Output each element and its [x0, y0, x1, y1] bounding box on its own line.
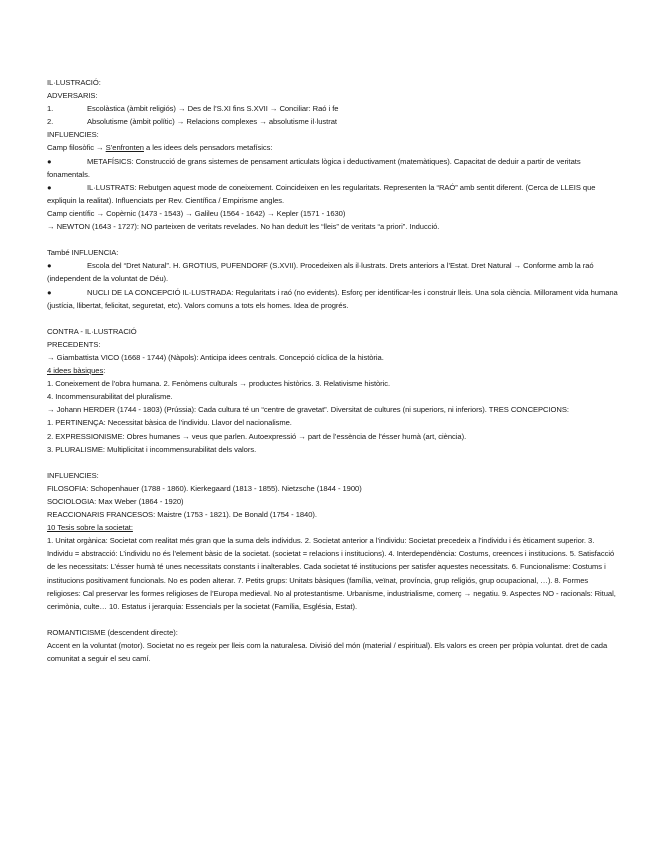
camp-cientific: Camp científic → Copèrnic (1473 - 1543) → Galileu (1564 - 1642) → Kepler (1571 - 1630): [47, 208, 346, 218]
item-number: 1.: [47, 104, 54, 114]
section-title-illustracio: IL·LUSTRACIÓ:: [47, 78, 101, 87]
spacer: [47, 456, 619, 469]
bullet-metafisics: [47, 155, 619, 181]
heading-influencies-2: INFLUENCIES:: [47, 470, 99, 480]
metafisics-text: METAFÍSICS: Construcció de grans sistemes de pensament articulats lògica i deductivament (matemàtiques). Capacitat de deduir a partir de veritats fonamentals.: [47, 156, 581, 179]
section-title-contra-illustracio: CONTRA - IL·LUSTRACIÓ: [47, 326, 137, 336]
nucli-text: NUCLI DE LA CONCEPCIÓ IL·LUSTRADA: Regularitats i raó (no evidents). Esforç per identificar-les i construir lleis. Una sola ciència. Millorament vida humana (justícia, llibertat, felicitat, seguretat, etc). Valors comuns a tots els homes. Idea de progrés.: [47, 287, 618, 310]
spacer: [47, 613, 619, 626]
newton-line: → NEWTON (1643 - 1727): NO parteixen de veritats revelades. No han deduït les “lleis” de veritats “a priori”. Inducció.: [47, 222, 440, 232]
heading-romanticisme: ROMANTICISME (descendent directe):: [47, 627, 178, 637]
heading-influencies: INFLUENCIES:: [47, 130, 99, 140]
dret-natural-text: Escola del “Dret Natural”. H. GROTIUS, PUFENDORF (S.XVII). Procedeixen als il·lustrats. Drets anteriors a l’Estat. Dret Natural → Conforme amb la raó (independent de la voluntat de Déu).: [47, 261, 594, 284]
bullet-icon: ●: [47, 182, 52, 192]
item-text: Escolàstica (àmbit religiós) → Des de l’S.XI fins S.XVII → Conciliar: Raó i fe: [87, 104, 339, 114]
adversari-item-1: [47, 102, 619, 115]
bullet-illustrats: [47, 181, 619, 207]
camp-filosofic-underlined: S’enfronten: [105, 143, 144, 153]
heading-adversaris: ADVERSARIS:: [47, 91, 98, 101]
camp-filosofic: [47, 141, 619, 154]
heading-idees-basiques: [47, 364, 619, 377]
tesis-text: 1. Unitat orgànica: Societat com realitat més gran que la suma dels individus. 2. Societat anterior a l’individu: Societat precedeix a l’individu i és èticament superior. 3. Individu = abstracció: L’individu no és l’element bàsic de la societat. (societat = relacions i institucions). 4. Interdependència: Costums, creences i institucions. 5. Satisfacció de les necessitats: L’ésser humà té unes necessitats constants i inalterables. Cada societat té institucions per satisfer aquestes necessitats. 6. Funcionalisme: Costums i institucions positivament funcionals. No es poden alterar. 7. Petits grups: Unitats bàsiques (família, veïnat, província, grup religiós, grup ocupacional, …). 8. Formes religioses: Cal preservar les formes religioses de l’Europa medieval. No al protestantisme. Urbanisme, industrialisme, comerç → negatiu. 9. Aspectes NO - racionals: Ritual, cerimònia, culte… 10. Estatus i jerarquia: Essencials per la societat (Família, Església, Estat).: [47, 536, 616, 611]
reaccionaris-line: REACCIONARIS FRANCESOS: Maistre (1753 - 1821). De Bonald (1754 - 1840).: [47, 510, 317, 520]
bullet-dret-natural: [47, 259, 619, 285]
camp-filosofic-prefix: Camp filosòfic →: [47, 143, 106, 153]
heading-tambe-influencia: També INFLUENCIA:: [47, 248, 119, 258]
document-page: [47, 76, 619, 665]
item-number: 2.: [47, 117, 54, 127]
spacer: [47, 312, 619, 325]
heading-10-tesis: [47, 521, 619, 534]
item-text: Absolutisme (àmbit polític) → Relacions complexes → absolutisme il·lustrat: [87, 117, 337, 127]
bullet-icon: ●: [47, 261, 52, 271]
vico-line: → Giambattista VICO (1668 - 1744) (Nàpols): Anticipa idees centrals. Concepció cíclica de la història.: [47, 352, 384, 362]
concepcio-2: 2. EXPRESSIONISME: Obres humanes → veus que parlen. Autoexpressió → part de l’essència de l’ésser humà (art, ciència).: [47, 431, 467, 441]
idees-basiques-colon: :: [103, 366, 106, 376]
heading-precedents: PRECEDENTS:: [47, 339, 101, 349]
spacer: [47, 233, 619, 246]
filosofia-line: FILOSOFIA: Schopenhauer (1788 - 1860). Kierkegaard (1813 - 1855). Nietzsche (1844 - 1900): [47, 483, 362, 493]
bullet-icon: ●: [47, 156, 52, 166]
sociologia-line: SOCIOLOGIA: Max Weber (1864 - 1920): [47, 497, 184, 506]
tesis-label: 10 Tesis sobre la societat:: [47, 523, 133, 533]
bullet-icon: ●: [47, 287, 52, 297]
concepcio-3: 3. PLURALISME: Multiplicitat i incommensurabilitat dels valors.: [47, 444, 257, 454]
herder-text: → Johann HERDER (1744 - 1803) (Prússia): Cada cultura té un “centre de gravetat”. Diversitat de cultures (ni superiors, ni inferiors). TRES CONCEPCIONS:: [47, 405, 569, 415]
romanticisme-text: Accent en la voluntat (motor). Societat no es regeix per lleis com la naturalesa. Divisió del món (material / espiritual). Els valors es creen per pròpia voluntat. dret de cada comunitat a seguir el seu camí.: [47, 641, 608, 664]
bullet-nucli: [47, 286, 619, 312]
camp-filosofic-rest: a les idees dels pensadors metafísics:: [143, 143, 273, 153]
idees-basiques-label: 4 idees bàsiques: [47, 366, 104, 376]
idees-list: 1. Coneixement de l’obra humana. 2. Fenòmens culturals → productes històrics. 3. Relativisme històric.: [47, 379, 391, 389]
illustrats-text: IL·LUSTRATS: Rebutgen aquest mode de coneixement. Coincideixen en les regularitats. Representen la “RAÓ” amb sentit diferent. (Cerca de LLEIS que expliquin la realitat). Influenciats per Rev. Científica / Empirisme angles.: [47, 182, 596, 205]
adversari-item-2: [47, 115, 619, 128]
idea-4: 4. Incommensurabilitat del pluralisme.: [47, 392, 173, 402]
concepcio-1: 1. PERTINENÇA: Necessitat bàsica de l’individu. Llavor del nacionalisme.: [47, 418, 292, 428]
